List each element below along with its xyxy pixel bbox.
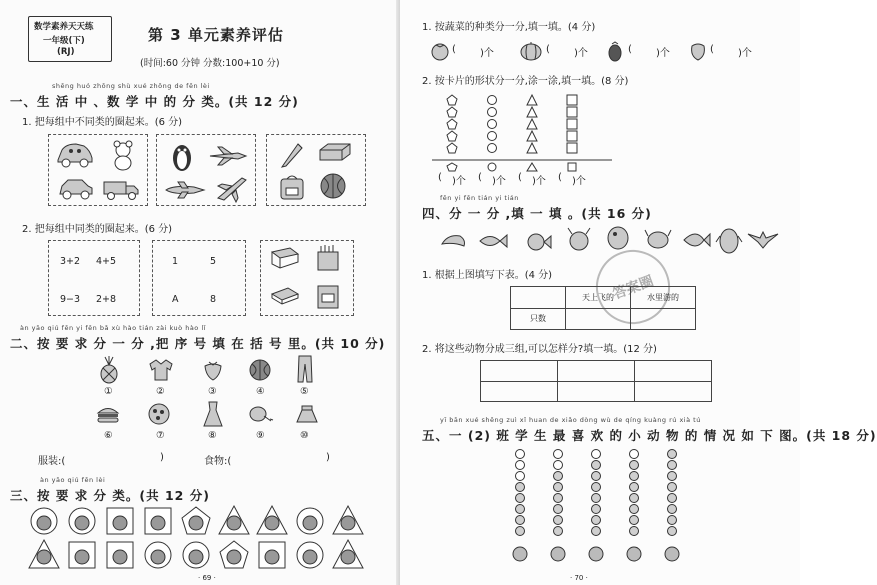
truck-icon	[102, 178, 140, 200]
vegetable-icon	[303, 516, 317, 530]
left-page	[0, 0, 400, 585]
tally-circle	[554, 472, 563, 481]
square-shape	[567, 143, 577, 153]
q1-text: 1. 把每组中不同类的圈起来。(6 分)	[22, 117, 183, 128]
left-page-number: · 69 ·	[198, 574, 216, 582]
bird-icon	[566, 226, 592, 252]
tally-circle	[668, 494, 677, 503]
tally-circle	[630, 494, 639, 503]
r-q2-unit-2[interactable]: )个	[492, 176, 506, 187]
triangle-shape	[527, 119, 537, 129]
pentagon-shape	[447, 131, 457, 141]
tally-circle	[630, 483, 639, 492]
sec2-pinyin: àn yāo qiú fēn yi fēn bǎ xù hào tián zài kuò hào lǐ	[20, 324, 206, 332]
symbol-1: 1	[172, 256, 179, 267]
sec5-pinyin: yī bān xué shēng zuì xǐ huan de xiǎo dòng wù de qíng kuàng rú xià tú	[440, 416, 701, 424]
tally-circle	[668, 516, 677, 525]
shape-sort-row2	[28, 540, 368, 570]
vegetable-icon	[113, 516, 127, 530]
tomato-icon	[430, 42, 450, 60]
badge-line1: 数学素养天天练	[34, 22, 94, 32]
chicken-leg-icon	[248, 404, 274, 424]
vegetable-icon	[189, 550, 203, 564]
right-page	[400, 0, 877, 585]
cell-swimming-count[interactable]	[631, 308, 696, 330]
pencil-case-icon	[316, 284, 340, 310]
r-q2-unit-4[interactable]: )个	[572, 176, 586, 187]
vegetable-icon	[189, 516, 203, 530]
q2-box-symbols	[152, 240, 246, 316]
tally-circle	[592, 527, 601, 536]
tally-circle	[592, 461, 601, 470]
circle-key	[488, 163, 496, 171]
eggplant-icon	[606, 40, 624, 62]
penguin-bird-icon	[716, 226, 742, 254]
parrot-icon	[604, 224, 632, 252]
jet-icon	[208, 146, 248, 166]
vegetable-icon	[341, 516, 355, 530]
strawberry-icon	[202, 358, 224, 382]
item-num-5: ⑤	[300, 386, 309, 397]
pentagon-shape	[447, 119, 457, 129]
pizza-icon	[146, 402, 172, 426]
item-num-6: ⑥	[104, 430, 113, 441]
tally-circle	[554, 483, 563, 492]
symbol-4: 8	[210, 294, 217, 305]
r-q1-open-2: (	[546, 44, 550, 55]
airplane-icon	[164, 182, 208, 198]
circle-shape	[488, 120, 497, 129]
page-title: 第 3 单元素养评估	[148, 26, 284, 44]
notebook-icon	[270, 246, 300, 270]
burger-icon	[96, 404, 120, 424]
pentagon-shape	[447, 95, 457, 105]
penguin-icon	[170, 140, 194, 172]
vegetable-icon	[151, 516, 165, 530]
tally-circle	[668, 450, 677, 459]
header-swimming: 水里游的	[631, 287, 696, 309]
vegetable-icon	[341, 550, 355, 564]
vegetable-icon	[75, 550, 89, 564]
symbol-2: 5	[210, 256, 217, 267]
trousers-icon	[296, 354, 314, 384]
tally-circle	[554, 505, 563, 514]
r-q2-open-3: (	[518, 172, 522, 183]
sec3-pinyin: àn yāo qiú fēn lèi	[40, 476, 106, 484]
car-icon	[58, 178, 94, 200]
r-q2-open-1: (	[438, 172, 442, 183]
shape-sort-row1	[28, 506, 368, 536]
tropical-fish-icon	[682, 228, 710, 252]
fish-icon	[478, 232, 508, 250]
group-cell-5[interactable]	[558, 381, 635, 402]
item-num-8: ⑧	[208, 430, 217, 441]
animal-icon	[665, 547, 679, 561]
pepper-icon	[688, 40, 708, 62]
header-flying: 天上飞的	[566, 287, 631, 309]
expr-1: 3+2	[60, 256, 81, 267]
tally-circle	[554, 527, 563, 536]
cell-flying-count[interactable]	[566, 308, 631, 330]
shrimp-icon	[440, 232, 468, 250]
item-num-7: ⑦	[156, 430, 165, 441]
badge-line3: (RJ)	[57, 47, 75, 57]
vegetable-icon	[265, 516, 279, 530]
tally-circle	[592, 494, 601, 503]
r-q1-open-4: (	[710, 44, 714, 55]
group-cell-6[interactable]	[635, 381, 712, 402]
sec5-title: 五、一 (2) 班 学 生 最 喜 欢 的 小 动 物 的 情 况 如 下 图。(共 18 分)	[422, 428, 877, 443]
tally-circle	[554, 461, 563, 470]
vegetable-icon	[37, 550, 51, 564]
r-q2-unit-3[interactable]: )个	[532, 176, 546, 187]
tally-circle	[668, 527, 677, 536]
vegetable-icon	[37, 516, 51, 530]
triangle-shape	[527, 143, 537, 153]
pentagon-shape	[447, 107, 457, 117]
triangle-shape	[527, 95, 537, 105]
square-shape	[567, 107, 577, 117]
r-q1-unit-3[interactable]: )个	[656, 48, 670, 59]
item-num-2: ②	[156, 386, 165, 397]
vegetable-icon	[303, 550, 317, 564]
tally-circle	[668, 472, 677, 481]
item-num-4: ④	[256, 386, 265, 397]
r-q4-2-text: 2. 将这些动物分成三组,可以怎样分?填一填。(12 分)	[422, 344, 657, 355]
vegetable-icon	[265, 550, 279, 564]
animal-icon	[627, 547, 641, 561]
tally-circle	[516, 472, 525, 481]
crab-icon	[644, 226, 672, 252]
square-key	[568, 163, 576, 171]
r-q2-open-4: (	[558, 172, 562, 183]
watermelon-icon	[318, 172, 348, 200]
r-q1-unit-2[interactable]: )个	[574, 48, 588, 59]
vegetable-icon	[227, 516, 241, 530]
sec4-title: 四、分 一 分 ,填 一 填 。(共 16 分)	[422, 206, 652, 221]
expr-4: 2+8	[96, 294, 117, 305]
circle-shape	[488, 132, 497, 141]
grouping-table	[480, 360, 712, 402]
r-q1-unit-4[interactable]: )个	[738, 48, 752, 59]
item-num-10: ⑩	[300, 430, 309, 441]
tally-circle	[592, 516, 601, 525]
r-q2-unit-1[interactable]: )个	[452, 176, 466, 187]
crayon-box-icon	[316, 244, 340, 272]
r-q4-1-text: 1. 根据上图填写下表。(4 分)	[422, 270, 553, 281]
tally-circle	[592, 483, 601, 492]
tally-circle	[668, 483, 677, 492]
animal-icon	[513, 547, 527, 561]
food-label: 食物:(	[204, 456, 232, 467]
tally-circle	[592, 472, 601, 481]
square-shape	[567, 131, 577, 141]
circle-shape	[488, 108, 497, 117]
symbol-3: A	[172, 294, 179, 305]
food-close-paren[interactable]: )	[326, 452, 330, 463]
teddy-bear-icon	[108, 140, 138, 170]
watermelon-slice-icon	[248, 358, 272, 382]
animal-count-table	[510, 286, 696, 330]
eraser-icon	[318, 142, 352, 162]
animal-preference-chart	[500, 446, 700, 566]
tally-circle	[516, 505, 525, 514]
tally-circle	[592, 450, 601, 459]
book-badge	[28, 16, 112, 62]
tally-circle	[630, 505, 639, 514]
sec2-title: 二、按 要 求 分 一 分 ,把 序 号 填 在 括 号 里。(共 10 分)	[10, 336, 386, 351]
tally-circle	[630, 527, 639, 536]
row-label-count: 只数	[511, 308, 566, 330]
skirt-icon	[296, 404, 318, 424]
circle-shape	[488, 144, 497, 153]
shape-columns	[430, 92, 620, 172]
r-q2-open-2: (	[478, 172, 482, 183]
animal-icon	[589, 547, 603, 561]
time-score-note: (时间:60 分钟 分数:100+10 分)	[140, 58, 280, 69]
shirt-icon	[148, 358, 174, 382]
item-num-9: ⑨	[256, 430, 265, 441]
pentagon-key	[447, 163, 457, 171]
tally-circle	[668, 505, 677, 514]
sec1-pinyin: shēng huó zhōng shù xué zhōng de fēn lèi	[52, 82, 210, 90]
vegetable-icon	[75, 516, 89, 530]
clothes-label: 服装:(	[38, 456, 66, 467]
expr-3: 9−3	[60, 294, 81, 305]
triangle-shape	[527, 131, 537, 141]
q2-text: 2. 把每组中同类的圈起来。(6 分)	[22, 224, 173, 235]
goldfish-icon	[524, 232, 552, 252]
tally-circle	[516, 461, 525, 470]
badge-line2: 一年级(下)	[43, 36, 85, 46]
r-q1-open-3: (	[628, 44, 632, 55]
r-q2-text: 2. 按卡片的形状分一分,涂一涂,填一填。(8 分)	[422, 76, 629, 87]
clothes-close-paren[interactable]: )	[160, 452, 164, 463]
group-cell-1[interactable]	[481, 361, 558, 382]
item-num-1: ①	[104, 386, 113, 397]
dress-icon	[202, 400, 224, 428]
pentagon-shape	[447, 143, 457, 153]
pencil-icon	[280, 140, 304, 168]
pumpkin-icon	[520, 42, 542, 60]
sec1-title: 一、生 活 中 、数 学 中 的 分 类。(共 12 分)	[10, 94, 299, 109]
tally-circle	[516, 516, 525, 525]
tally-circle	[592, 505, 601, 514]
sec4-pinyin: fēn yi fēn tián yi tián	[440, 194, 519, 202]
vegetable-icon	[227, 550, 241, 564]
right-page-number: · 70 ·	[570, 574, 588, 582]
tally-circle	[630, 516, 639, 525]
tally-circle	[554, 450, 563, 459]
book-icon	[270, 286, 300, 308]
r-q1-unit-1[interactable]: )个	[480, 48, 494, 59]
triangle-key	[527, 163, 537, 171]
item-num-3: ③	[208, 386, 217, 397]
tally-circle	[554, 494, 563, 503]
tally-circle	[630, 472, 639, 481]
sec3-title: 三、按 要 求 分 类。(共 12 分)	[10, 488, 210, 503]
circle-shape	[488, 96, 497, 105]
r-q1-open-1: (	[452, 44, 456, 55]
watermark-stamp: 答案圈	[586, 240, 681, 335]
animal-icon	[551, 547, 565, 561]
group-cell-2[interactable]	[558, 361, 635, 382]
tally-circle	[516, 527, 525, 536]
vegetable-icon	[151, 550, 165, 564]
tally-circle	[668, 461, 677, 470]
tally-circle	[554, 516, 563, 525]
tally-circle	[630, 450, 639, 459]
group-cell-4[interactable]	[481, 381, 558, 402]
triangle-shape	[527, 107, 537, 117]
backpack-icon	[278, 174, 306, 200]
expr-2: 4+5	[96, 256, 117, 267]
tally-circle	[516, 494, 525, 503]
pineapple-icon	[98, 356, 120, 384]
toy-car-icon	[56, 142, 94, 168]
r-q1-text: 1. 按蔬菜的种类分一分,填一填。(4 分)	[422, 22, 596, 33]
tally-circle	[516, 450, 525, 459]
eagle-icon	[746, 226, 780, 250]
vegetable-icon	[113, 550, 127, 564]
rocket-plane-icon	[214, 174, 248, 202]
tally-circle	[630, 461, 639, 470]
group-cell-3[interactable]	[635, 361, 712, 382]
tally-circle	[516, 483, 525, 492]
square-shape	[567, 119, 577, 129]
square-shape	[567, 95, 577, 105]
